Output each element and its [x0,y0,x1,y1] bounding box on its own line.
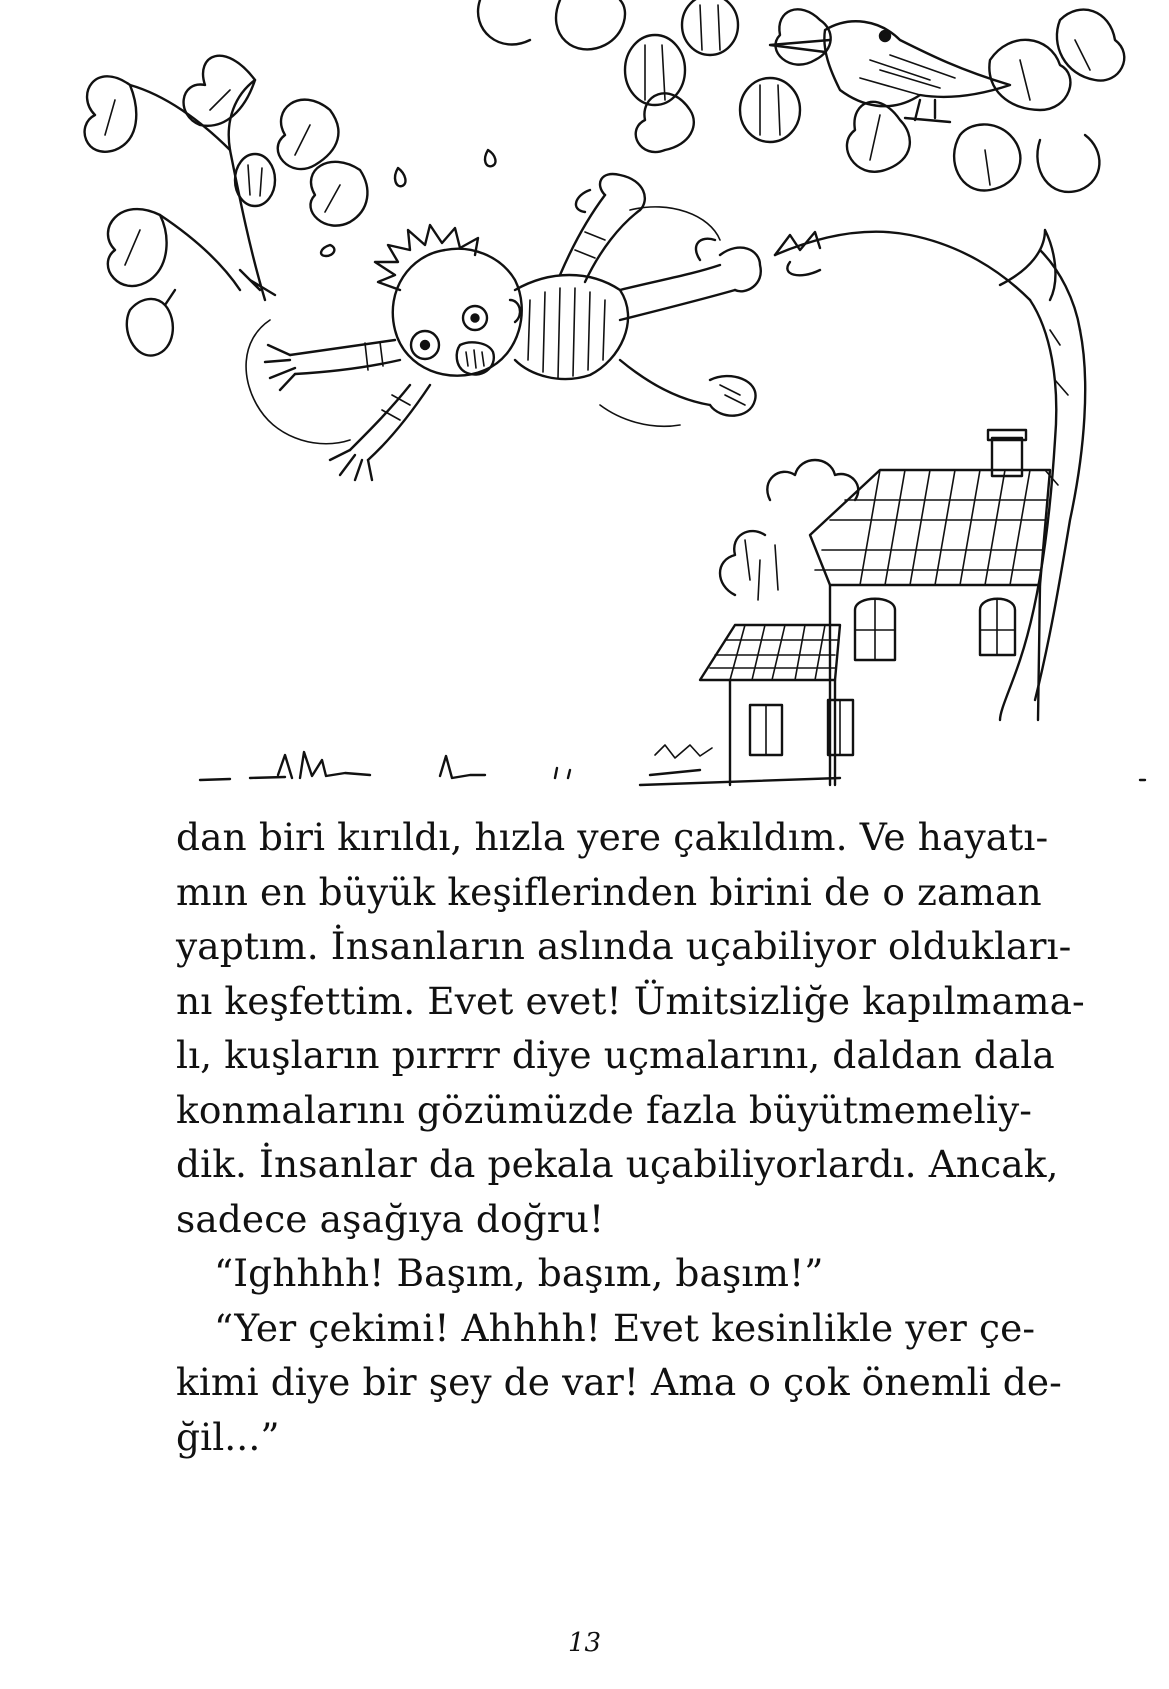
top-canopy-fig-leaves [478,0,1124,192]
paragraph-p2 [176,1246,971,1301]
paragraph-p1 [176,810,1085,1246]
text-line: “Ighhhh! Başım, başım, başım!” [214,1251,824,1295]
text-line: kimi diye bir şey de var! Ama o çok önemli de- [176,1360,1062,1404]
text-line: nı keşfettim. Evet evet! Ümitsizliğe kapılmama- [176,978,1085,1023]
text-line: ğil...” [176,1414,280,1459]
fig-tree-falling-boy-illustration [0,0,1169,790]
falling-boy [246,174,761,480]
left-branch-with-fig-leaves [85,56,368,356]
ground-grass [200,752,1145,780]
text-line: “Yer çekimi! Ahhhh! Evet kesinlikle yer çe- [214,1305,1036,1350]
text-line: lı, kuşların pırrrr diye uçmalarını, daldan dala [176,1033,1055,1077]
page-number: 13 [567,1628,602,1658]
paragraph-p3 [176,1301,1062,1465]
house [640,430,1050,785]
body-text [176,810,1085,1464]
text-line: sadece aşağıya doğru! [176,1196,605,1241]
text-line: dan biri kırıldı, hızla yere çakıldım. Ve hayatı- [176,815,1049,859]
text-line: yaptım. İnsanların aslında uçabiliyor oldukları- [176,924,1072,968]
text-line: konmalarını gözümüzde fazla büyütmemeliy- [176,1087,1033,1132]
text-line: mın en büyük keşiflerinden birini de o zaman [176,869,1042,914]
crow [770,21,1010,122]
text-line: dik. İnsanlar da pekala uçabiliyorlardı. Ancak, [176,1142,1059,1186]
